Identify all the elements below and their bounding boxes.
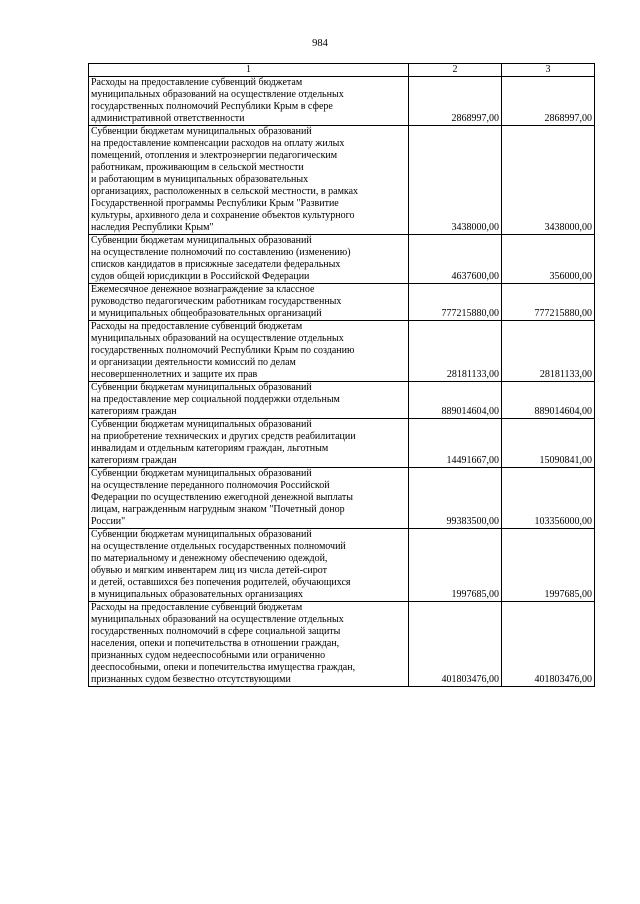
description-line: на осуществление полномочий по составлению (изменению) xyxy=(91,247,351,258)
description-line: муниципальных образований на осуществление отдельных xyxy=(91,333,344,344)
amount-col-2: 2868997,00 xyxy=(409,77,502,126)
table-row xyxy=(89,284,595,321)
table-row xyxy=(89,602,595,687)
description-line: Субвенции бюджетам муниципальных образований xyxy=(91,529,312,540)
row-description xyxy=(89,235,409,284)
description-line: руководство педагогическим работникам государственных xyxy=(91,296,342,307)
description-line: государственных полномочий в сфере социальной защиты xyxy=(91,626,341,637)
table-row xyxy=(89,382,595,419)
description-line: Ежемесячное денежное вознаграждение за классное xyxy=(91,284,315,295)
description-line: государственных полномочий Республики Крым в сфере xyxy=(91,101,333,112)
page-number: 984 xyxy=(312,38,328,49)
description-line: Расходы на предоставление субвенций бюджетам xyxy=(91,321,303,332)
row-description xyxy=(89,77,409,126)
budget-table xyxy=(88,63,595,687)
row-description xyxy=(89,321,409,382)
description-line: судов общей юрисдикции в Российской Федерации xyxy=(91,271,310,282)
amount-col-2: 4637600,00 xyxy=(409,235,502,284)
description-line: и работающим в муниципальных образовательных xyxy=(91,174,309,185)
header-row xyxy=(89,64,595,77)
description-line: на осуществление отдельных государственных полномочий xyxy=(91,541,346,552)
table-row xyxy=(89,77,595,126)
description-line: по материальному и денежному обеспечению одеждой, xyxy=(91,553,328,564)
amount-col-3: 777215880,00 xyxy=(502,284,595,321)
description-line: Расходы на предоставление субвенций бюджетам xyxy=(91,77,303,88)
row-description xyxy=(89,529,409,602)
header-col-2: 2 xyxy=(409,64,502,77)
amount-col-2: 1997685,00 xyxy=(409,529,502,602)
amount-col-3: 28181133,00 xyxy=(502,321,595,382)
amount-col-3: 401803476,00 xyxy=(502,602,595,687)
description-line: муниципальных образований на осуществление отдельных xyxy=(91,89,344,100)
amount-col-2: 777215880,00 xyxy=(409,284,502,321)
description-line: Субвенции бюджетам муниципальных образований xyxy=(91,382,312,393)
description-line: на приобретение технических и других средств реабилитации xyxy=(91,431,356,442)
description-line: на осуществление переданного полномочия Российской xyxy=(91,480,330,491)
description-line: списков кандидатов в присяжные заседатели федеральных xyxy=(91,259,341,270)
description-line: признанных судом недееспособными или ограниченно xyxy=(91,650,326,661)
description-line: государственных полномочий Республики Крым по созданию xyxy=(91,345,355,356)
description-line: и муниципальных общеобразовательных организаций xyxy=(91,308,322,319)
description-line: Субвенции бюджетам муниципальных образований xyxy=(91,468,312,479)
table-body xyxy=(89,77,595,687)
description-line: инвалидам и отдельным категориям граждан, льготным xyxy=(91,443,329,454)
header-col-3: 3 xyxy=(502,64,595,77)
description-line: несовершеннолетних и защите их прав xyxy=(91,369,258,380)
description-line: на предоставление мер социальной поддержки отдельным xyxy=(91,394,340,405)
amount-col-3: 889014604,00 xyxy=(502,382,595,419)
description-line: административной ответственности xyxy=(91,113,245,124)
row-description xyxy=(89,602,409,687)
table-row xyxy=(89,126,595,235)
amount-col-3: 1997685,00 xyxy=(502,529,595,602)
description-line: в муниципальных образовательных организациях xyxy=(91,589,304,600)
description-line: Субвенции бюджетам муниципальных образований xyxy=(91,126,312,137)
amount-col-2: 401803476,00 xyxy=(409,602,502,687)
amount-col-2: 14491667,00 xyxy=(409,419,502,468)
amount-col-3: 15090841,00 xyxy=(502,419,595,468)
table-row xyxy=(89,419,595,468)
description-line: Расходы на предоставление субвенций бюджетам xyxy=(91,602,303,613)
description-line: Субвенции бюджетам муниципальных образований xyxy=(91,419,312,430)
description-line: дееспособными, опеки и попечительства имущества граждан, xyxy=(91,662,356,673)
description-line: России" xyxy=(91,516,126,527)
description-line: помещений, отопления и электроэнергии педагогическим xyxy=(91,150,338,161)
amount-col-3: 103356000,00 xyxy=(502,468,595,529)
description-line: наследия Республики Крым" xyxy=(91,222,214,233)
description-line: на предоставление компенсации расходов на оплату жилых xyxy=(91,138,345,149)
table-header xyxy=(89,64,595,77)
description-line: Государственной программы Республики Крым "Развитие xyxy=(91,198,339,209)
table-row xyxy=(89,235,595,284)
description-line: населения, опеки и попечительства в отношении граждан, xyxy=(91,638,340,649)
description-line: работникам, проживающим в сельской местности xyxy=(91,162,304,173)
row-description xyxy=(89,126,409,235)
description-line: Федерации по осуществлению ежегодной денежной выплаты xyxy=(91,492,354,503)
row-description xyxy=(89,468,409,529)
row-description xyxy=(89,382,409,419)
table-row xyxy=(89,529,595,602)
header-col-1: 1 xyxy=(89,64,409,77)
description-line: организациях, расположенных в сельской местности, в рамках xyxy=(91,186,359,197)
row-description xyxy=(89,419,409,468)
amount-col-3: 2868997,00 xyxy=(502,77,595,126)
amount-col-3: 3438000,00 xyxy=(502,126,595,235)
description-line: Субвенции бюджетам муниципальных образований xyxy=(91,235,312,246)
description-line: лицам, награжденным нагрудным знаком "Почетный донор xyxy=(91,504,345,515)
description-line: категориям граждан xyxy=(91,406,177,417)
amount-col-3: 356000,00 xyxy=(502,235,595,284)
table-row xyxy=(89,321,595,382)
amount-col-2: 28181133,00 xyxy=(409,321,502,382)
amount-col-2: 889014604,00 xyxy=(409,382,502,419)
description-line: категориям граждан xyxy=(91,455,177,466)
row-description xyxy=(89,284,409,321)
description-line: признанных судом безвестно отсутствующими xyxy=(91,674,291,685)
description-line: и организации деятельности комиссий по делам xyxy=(91,357,296,368)
amount-col-2: 3438000,00 xyxy=(409,126,502,235)
description-line: и детей, оставшихся без попечения родителей, обучающихся xyxy=(91,577,351,588)
description-line: обувью и мягким инвентарем лиц из числа детей-сирот xyxy=(91,565,328,576)
table-row xyxy=(89,468,595,529)
description-line: муниципальных образований на осуществление отдельных xyxy=(91,614,344,625)
description-line: культуры, архивного дела и сохранение объектов культурного xyxy=(91,210,355,221)
amount-col-2: 99383500,00 xyxy=(409,468,502,529)
